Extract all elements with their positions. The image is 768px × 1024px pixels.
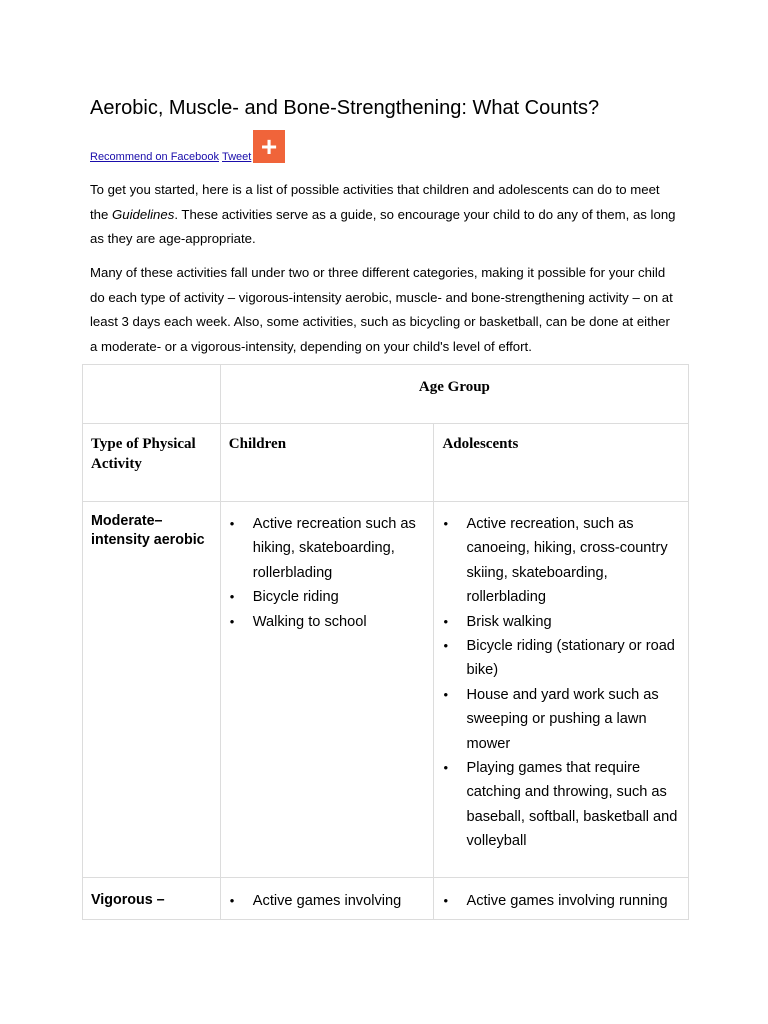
facebook-recommend-link[interactable]: Recommend on Facebook xyxy=(90,151,220,163)
list-item: • Bicycle riding (stationary or road bike) xyxy=(442,634,680,683)
row-label-moderate: Moderate– intensity aerobic xyxy=(83,502,221,878)
adolescents-activities-cell xyxy=(434,502,689,878)
list-item: • Bicycle riding xyxy=(229,585,426,609)
activity-table xyxy=(82,364,689,920)
list-item: • Walking to school xyxy=(229,610,426,634)
type-header: Type of Physical Activity xyxy=(83,424,221,502)
list-item: • Active recreation, such as canoeing, hiking, cross-country skiing, skateboarding, rollerblading xyxy=(442,512,680,610)
children-activity-list xyxy=(229,502,426,634)
children-activity-list xyxy=(229,878,426,913)
share-bar xyxy=(90,130,390,164)
children-header: Children xyxy=(220,424,434,502)
list-item: • Active games involving xyxy=(229,889,426,913)
adolescents-activity-list xyxy=(442,878,680,913)
categories-paragraph: Many of these activities fall under two or three different categories, making it possible for your child do each type of activity – vigorous-intensity aerobic, muscle- and bone-strengthening activity – on at least 3 days each week. Also, some activities, such as bicycling or basketball, can be done at either a moderate- or a vigorous-intensity, depending on your child's level of effort. xyxy=(90,265,673,354)
table-row xyxy=(83,502,689,878)
intro-paragraph xyxy=(90,178,680,252)
table-row xyxy=(83,424,689,502)
empty-cell xyxy=(83,365,221,424)
adolescents-activity-list xyxy=(442,502,680,854)
children-activities-cell xyxy=(220,878,434,920)
age-group-header: Age Group xyxy=(220,365,688,424)
intro-text-end: . These activities serve as a guide, so encourage your child to do any of them, as long as they are age-appropriate. xyxy=(90,206,676,246)
list-item: • Brisk walking xyxy=(442,610,680,634)
list-item: • Active games involving running xyxy=(442,889,680,913)
row-label-vigorous: Vigorous – xyxy=(83,878,221,920)
tweet-link[interactable]: Tweet xyxy=(222,151,252,163)
adolescents-activities-cell xyxy=(434,878,689,920)
children-activities-cell xyxy=(220,502,434,878)
list-item: • Playing games that require catching and throwing, such as baseball, softball, basketball and volleyball xyxy=(442,756,680,854)
list-item: • House and yard work such as sweeping or pushing a lawn mower xyxy=(442,683,680,756)
table-row xyxy=(83,878,689,920)
plus-share-button[interactable]: + xyxy=(253,130,285,163)
page-title: Aerobic, Muscle- and Bone-Strengthening: What Counts? xyxy=(90,97,600,119)
guidelines-emphasis: Guidelines xyxy=(112,206,175,222)
list-item: • Active recreation such as hiking, skateboarding, rollerblading xyxy=(229,512,426,585)
intro-text-start: To get you started, here is a list of possible activities that children and adolescents can do to meet the xyxy=(90,182,660,222)
table-row xyxy=(83,365,689,424)
adolescents-header: Adolescents xyxy=(434,424,689,502)
